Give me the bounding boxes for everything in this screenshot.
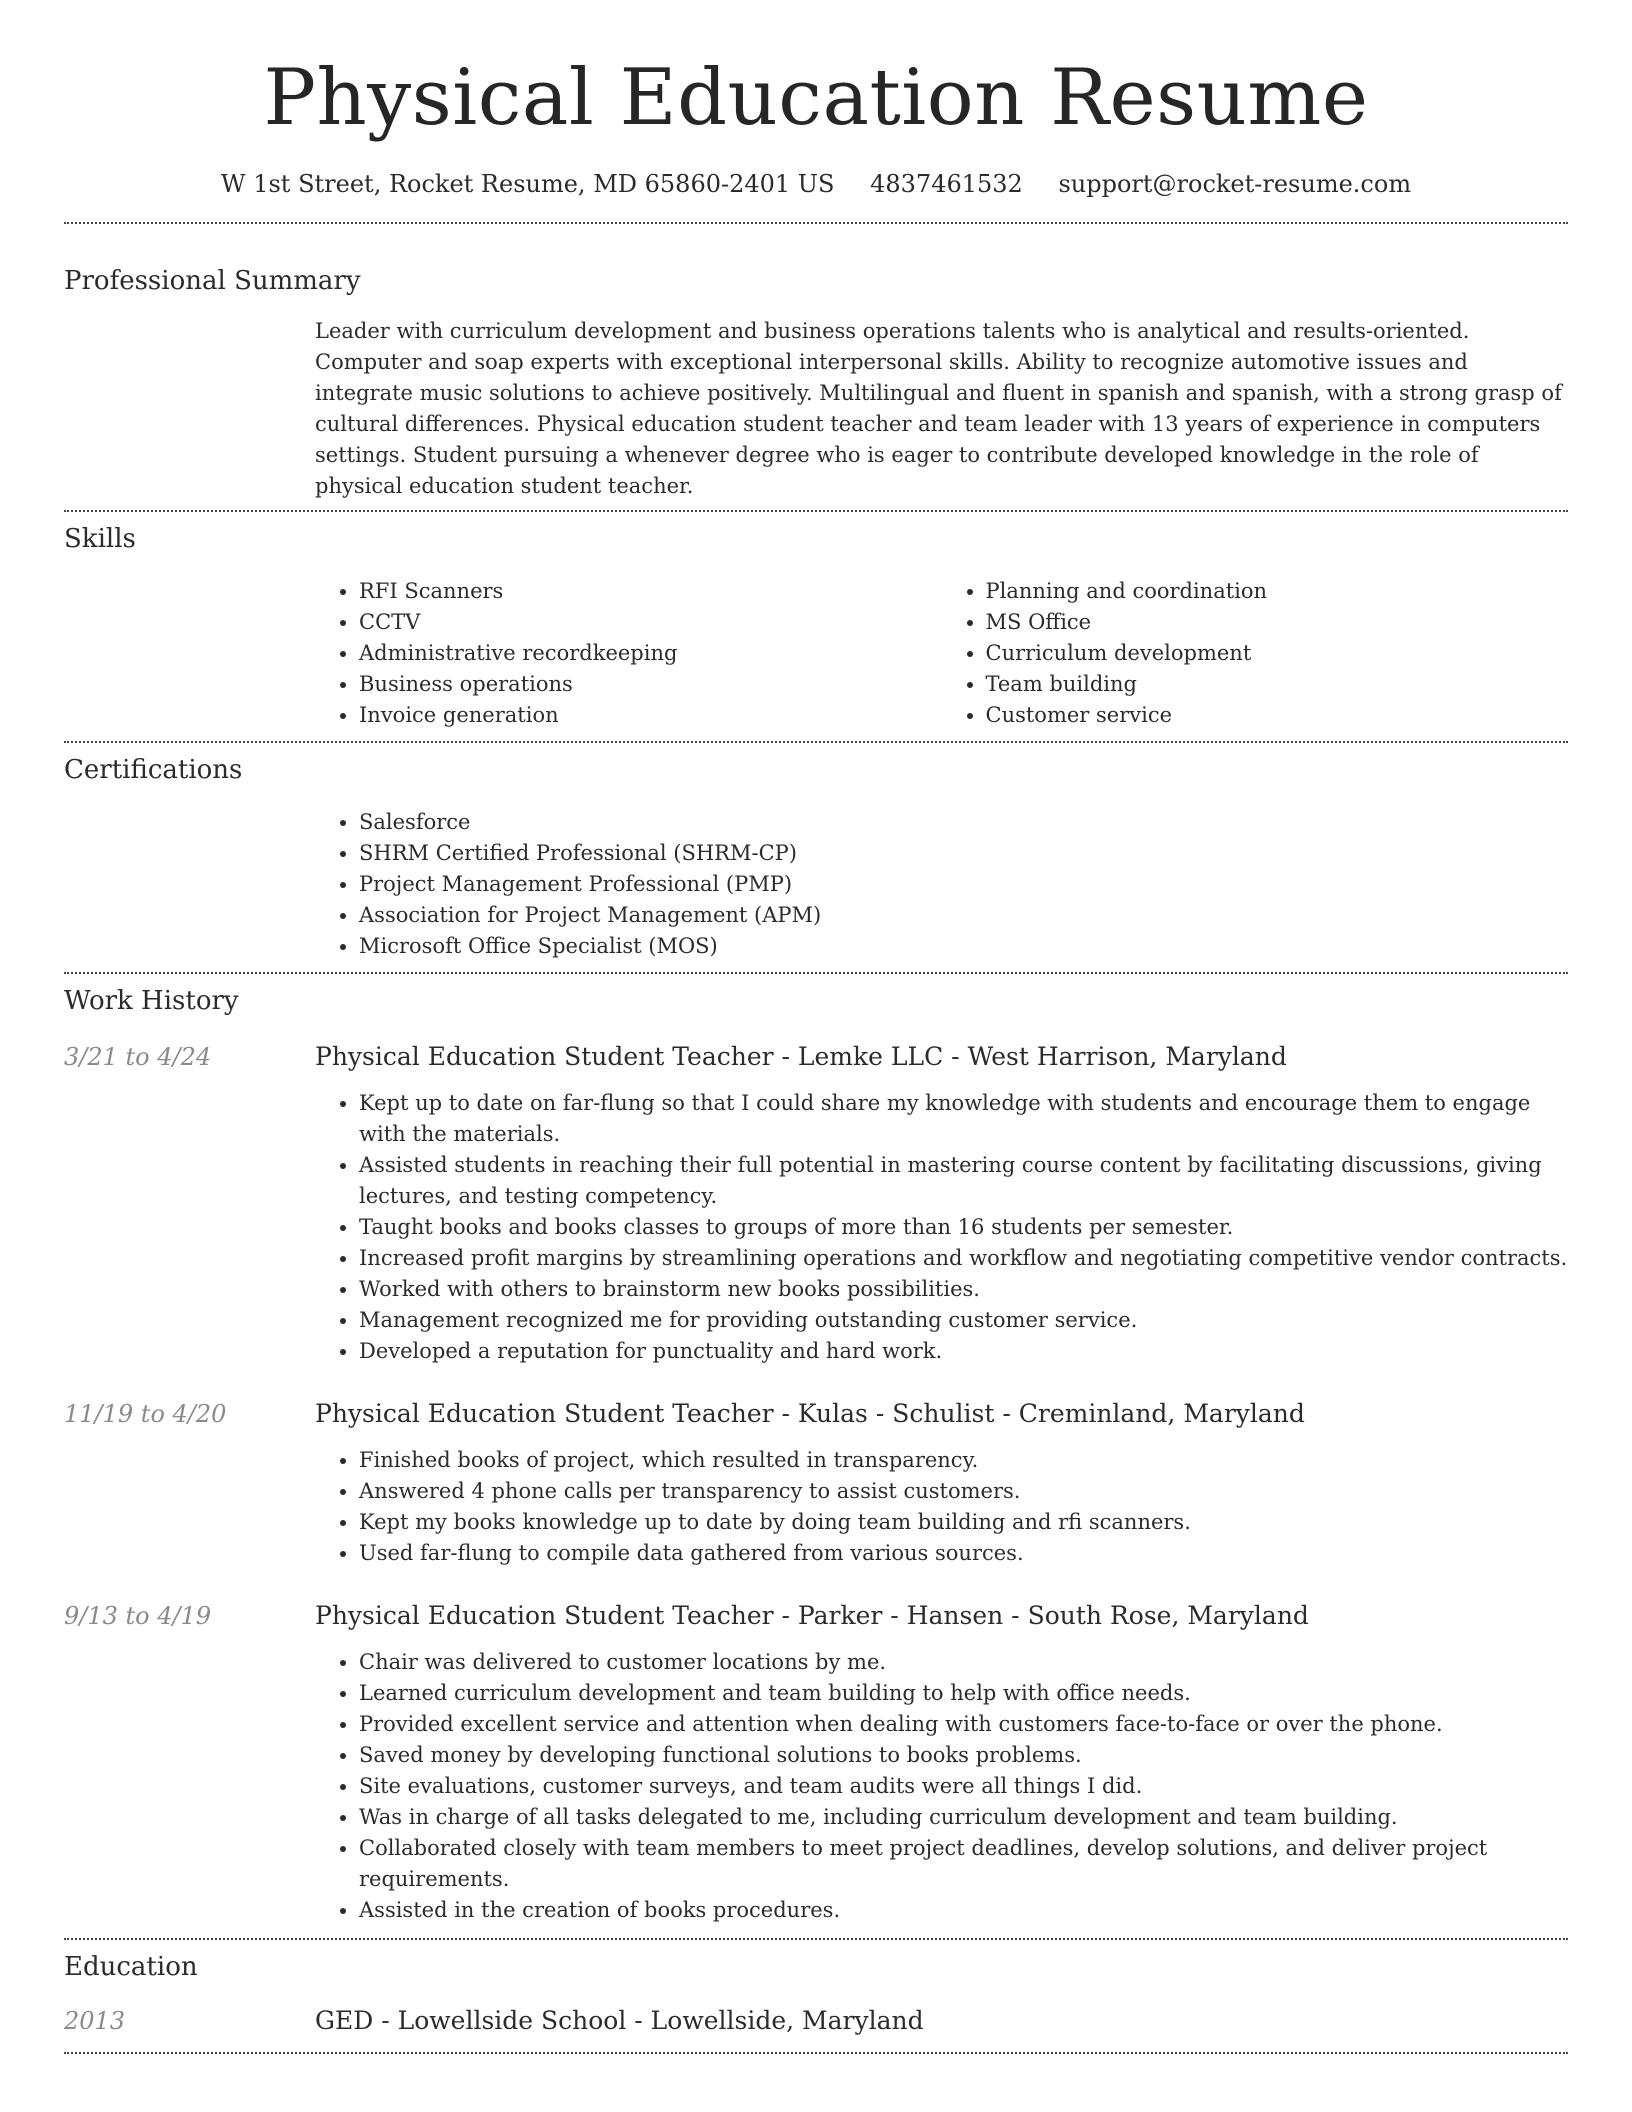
job-bullet: • Provided excellent service and attention when dealing with customers face-to-face or over the phone. [359, 1709, 1568, 1740]
divider [64, 1938, 1568, 1940]
education-entry [64, 2004, 1568, 2038]
skill-item: • Planning and coordination [986, 576, 1569, 607]
job-bullet: • Saved money by developing functional solutions to books problems. [359, 1740, 1568, 1771]
phone[interactable]: 4837461532 [870, 170, 1023, 198]
job-bullet: • Chair was delivered to customer locations by me. [359, 1647, 1568, 1678]
work-history-section [64, 984, 1568, 1926]
skill-item: • Curriculum development [986, 638, 1569, 669]
divider [64, 741, 1568, 743]
job-title: Physical Education Student Teacher - Kulas - Schulist - Creminland, Maryland [315, 1399, 1305, 1428]
summary-heading: Professional Summary [64, 266, 361, 296]
skill-item: • MS Office [986, 607, 1569, 638]
address: W 1st Street, Rocket Resume, MD 65860-2401 US [220, 170, 835, 198]
resume-page [64, 0, 1568, 2054]
certification-item: • SHRM Certified Professional (SHRM-CP) [359, 838, 1568, 869]
job-bullet: • Used far-flung to compile data gathered from various sources. [359, 1538, 1568, 1569]
education-section [64, 1950, 1568, 2038]
skill-item: • CCTV [359, 607, 942, 638]
divider [64, 510, 1568, 512]
skill-item: • Team building [986, 669, 1569, 700]
certifications-list [315, 807, 1568, 962]
skills-list [315, 576, 1568, 731]
job-bullets [315, 1445, 1568, 1569]
summary-section [64, 264, 1568, 502]
job-bullet: • Increased profit margins by streamlining operations and workflow and negotiating competitive vendor contracts. [359, 1243, 1568, 1274]
job-dates: 3/21 to 4/24 [64, 1043, 212, 1071]
job-bullet: • Assisted in the creation of books procedures. [359, 1895, 1568, 1926]
certification-item: • Project Management Professional (PMP) [359, 869, 1568, 900]
divider [64, 222, 1568, 224]
skills-heading: Skills [64, 524, 136, 554]
divider [64, 2052, 1568, 2054]
job-bullet: • Management recognized me for providing outstanding customer service. [359, 1305, 1568, 1336]
resume-title: Physical Education Resume [263, 53, 1369, 143]
skills-column-left [315, 576, 942, 731]
skill-item: • Customer service [986, 700, 1569, 731]
job-bullet: • Collaborated closely with team members to meet project deadlines, develop solutions, and deliver project requirements. [359, 1833, 1568, 1895]
job-title: Physical Education Student Teacher - Parker - Hansen - South Rose, Maryland [315, 1601, 1309, 1630]
summary-text: Leader with curriculum development and business operations talents who is analytical and results-oriented. Computer and soap experts with exceptional interpersonal skills. Ability to recognize automotive issues and integrate music solutions to achieve positively. Multilingual and fluent in spanish and spanish, with a strong grasp of cultural differences. Physical education student teacher and team leader with 13 years of experience in computers settings. Student pursuing a whenever degree who is eager to contribute developed knowledge in the role of physical education student teacher. [315, 319, 1562, 498]
job-title: Physical Education Student Teacher - Lemke LLC - West Harrison, Maryland [315, 1042, 1287, 1071]
job-bullet: • Site evaluations, customer surveys, and team audits were all things I did. [359, 1771, 1568, 1802]
divider [64, 972, 1568, 974]
certification-item: • Microsoft Office Specialist (MOS) [359, 931, 1568, 962]
email[interactable]: support@rocket-resume.com [1058, 170, 1412, 198]
job-entry [64, 1397, 1568, 1569]
skill-item: • Administrative recordkeeping [359, 638, 942, 669]
skill-item: • Invoice generation [359, 700, 942, 731]
skills-column-right [942, 576, 1569, 731]
job-bullets [315, 1088, 1568, 1367]
contact-line [64, 168, 1568, 200]
education-heading: Education [64, 1952, 198, 1982]
job-bullet: • Developed a reputation for punctuality and hard work. [359, 1336, 1568, 1367]
job-bullet: • Answered 4 phone calls per transparency to assist customers. [359, 1476, 1568, 1507]
job-entry [64, 1599, 1568, 1926]
job-bullet: • Worked with others to brainstorm new books possibilities. [359, 1274, 1568, 1305]
skill-item: • Business operations [359, 669, 942, 700]
job-bullet: • Finished books of project, which resulted in transparency. [359, 1445, 1568, 1476]
certification-item: • Association for Project Management (APM) [359, 900, 1568, 931]
skill-item: • RFI Scanners [359, 576, 942, 607]
job-entry [64, 1040, 1568, 1367]
certification-item: • Salesforce [359, 807, 1568, 838]
job-bullets [315, 1647, 1568, 1926]
certifications-heading: Certifications [64, 755, 243, 785]
education-year: 2013 [64, 2007, 126, 2035]
work-history-heading: Work History [64, 986, 239, 1016]
job-bullet: • Assisted students in reaching their full potential in mastering course content by facilitating discussions, giving lectures, and testing competency. [359, 1150, 1568, 1212]
education-title: GED - Lowellside School - Lowellside, Maryland [315, 2006, 924, 2035]
job-bullet: • Kept my books knowledge up to date by doing team building and rfi scanners. [359, 1507, 1568, 1538]
certifications-section [64, 753, 1568, 962]
job-bullet: • Was in charge of all tasks delegated to me, including curriculum development and team building. [359, 1802, 1568, 1833]
skills-section [64, 522, 1568, 731]
job-dates: 9/13 to 4/19 [64, 1602, 212, 1630]
job-bullet: • Learned curriculum development and team building to help with office needs. [359, 1678, 1568, 1709]
job-bullet: • Kept up to date on far-flung so that I could share my knowledge with students and encourage them to engage with the materials. [359, 1088, 1568, 1150]
job-bullet: • Taught books and books classes to groups of more than 16 students per semester. [359, 1212, 1568, 1243]
job-dates: 11/19 to 4/20 [64, 1400, 227, 1428]
